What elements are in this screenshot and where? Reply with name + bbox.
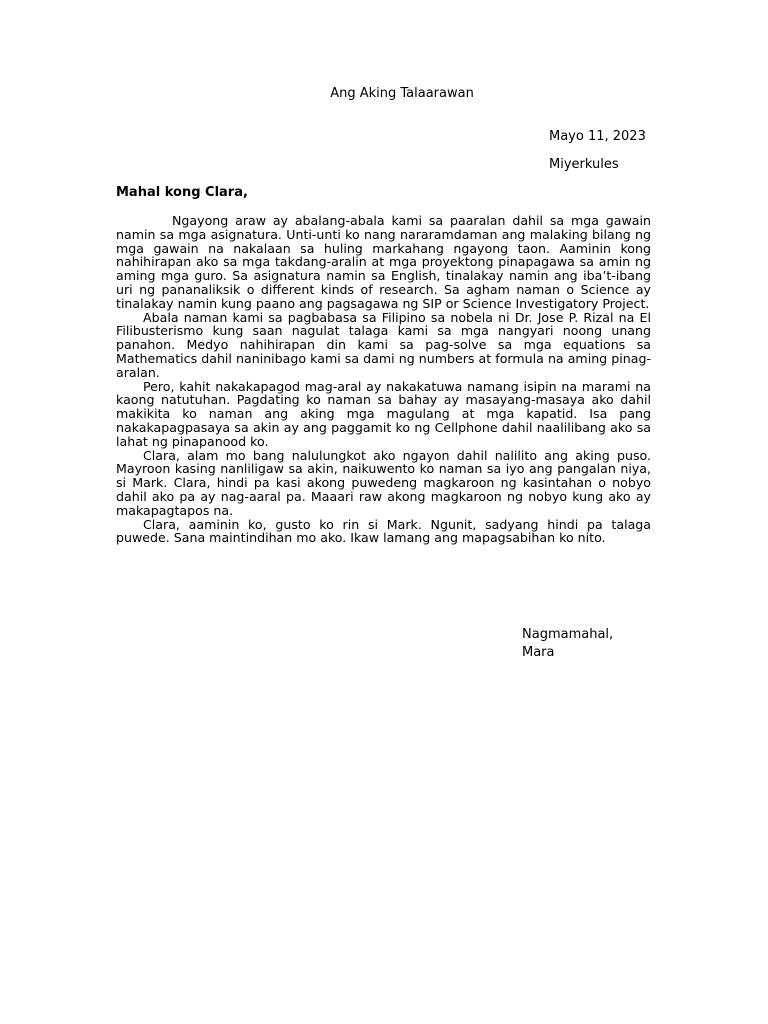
body-paragraph: Ngayong araw ay abalang-abala kami sa paaralan dahil sa mga gawain namin sa mga asignatura. Unti-unti ko nang nararamdaman ang malaking bilang ng mga gawain na nakalaan sa huling markahang ngayong taon. Aaminin kong nahihirapan ako sa mga takdang-aralin at mga proyektong pinapagawa sa amin ng aming mga guro. Sa asignatura namin sa English, tinalakay namin ang iba’t-ibang uri ng pananaliksik o different kinds of research. Sa agham naman o Science ay tinalakay namin kung paano ang pagsagawa ng SIP or Science Investigatory Project. [116,213,651,311]
document-title: Ang Aking Talaarawan [330,86,474,101]
letter-body [116,214,651,545]
letter-date: Mayo 11, 2023 [549,129,646,144]
letter-signature: Mara [522,645,555,660]
letter-salutation: Mahal kong Clara, [116,185,248,200]
body-paragraph: Clara, alam mo bang nalulungkot ako ngayon dahil nalilito ang aking puso. Mayroon kasing nanliligaw sa akin, naikuwento ko naman sa iyo ang pangalan niya, si Mark. Clara, hindi pa kasi akong puwedeng magkaroon ng kasintahan o nobyo dahil ako pa ay nag-aaral pa. Maaari raw akong magkaroon ng nobyo kung ako ay makapagtapos na. [116,447,651,518]
letter-closing: Nagmamahal, [522,627,614,642]
body-paragraph: Abala naman kami sa pagbabasa sa Filipino sa nobela ni Dr. Jose P. Rizal na El Filibusterismo kung saan nagulat talaga kami sa mga nangyari noong unang panahon. Medyo nahihirapan din kami sa pag-solve sa mga equations sa Mathematics dahil naninibago kami sa dami ng numbers at formula na aming pinag-aralan. [116,309,651,380]
body-paragraph: Clara, aaminin ko, gusto ko rin si Mark. Ngunit, sadyang hindi pa talaga puwede. Sana maintindihan mo ako. Ikaw lamang ang mapagsabihan ko nito. [116,516,651,546]
body-paragraph: Pero, kahit nakakapagod mag-aral ay nakakatuwa namang isipin na marami na kaong natutuhan. Pagdating ko naman sa bahay ay masayang-masaya ako dahil makikita ko naman ang aking mga magulang at mga kapatid. Isa pang nakakapagpasaya sa akin ay ang paggamit ko ng Cellphone dahil naalilibang ako sa lahat ng pinapanood ko. [116,378,651,449]
letter-day: Miyerkules [549,157,619,172]
letter-closing-block [522,626,613,662]
